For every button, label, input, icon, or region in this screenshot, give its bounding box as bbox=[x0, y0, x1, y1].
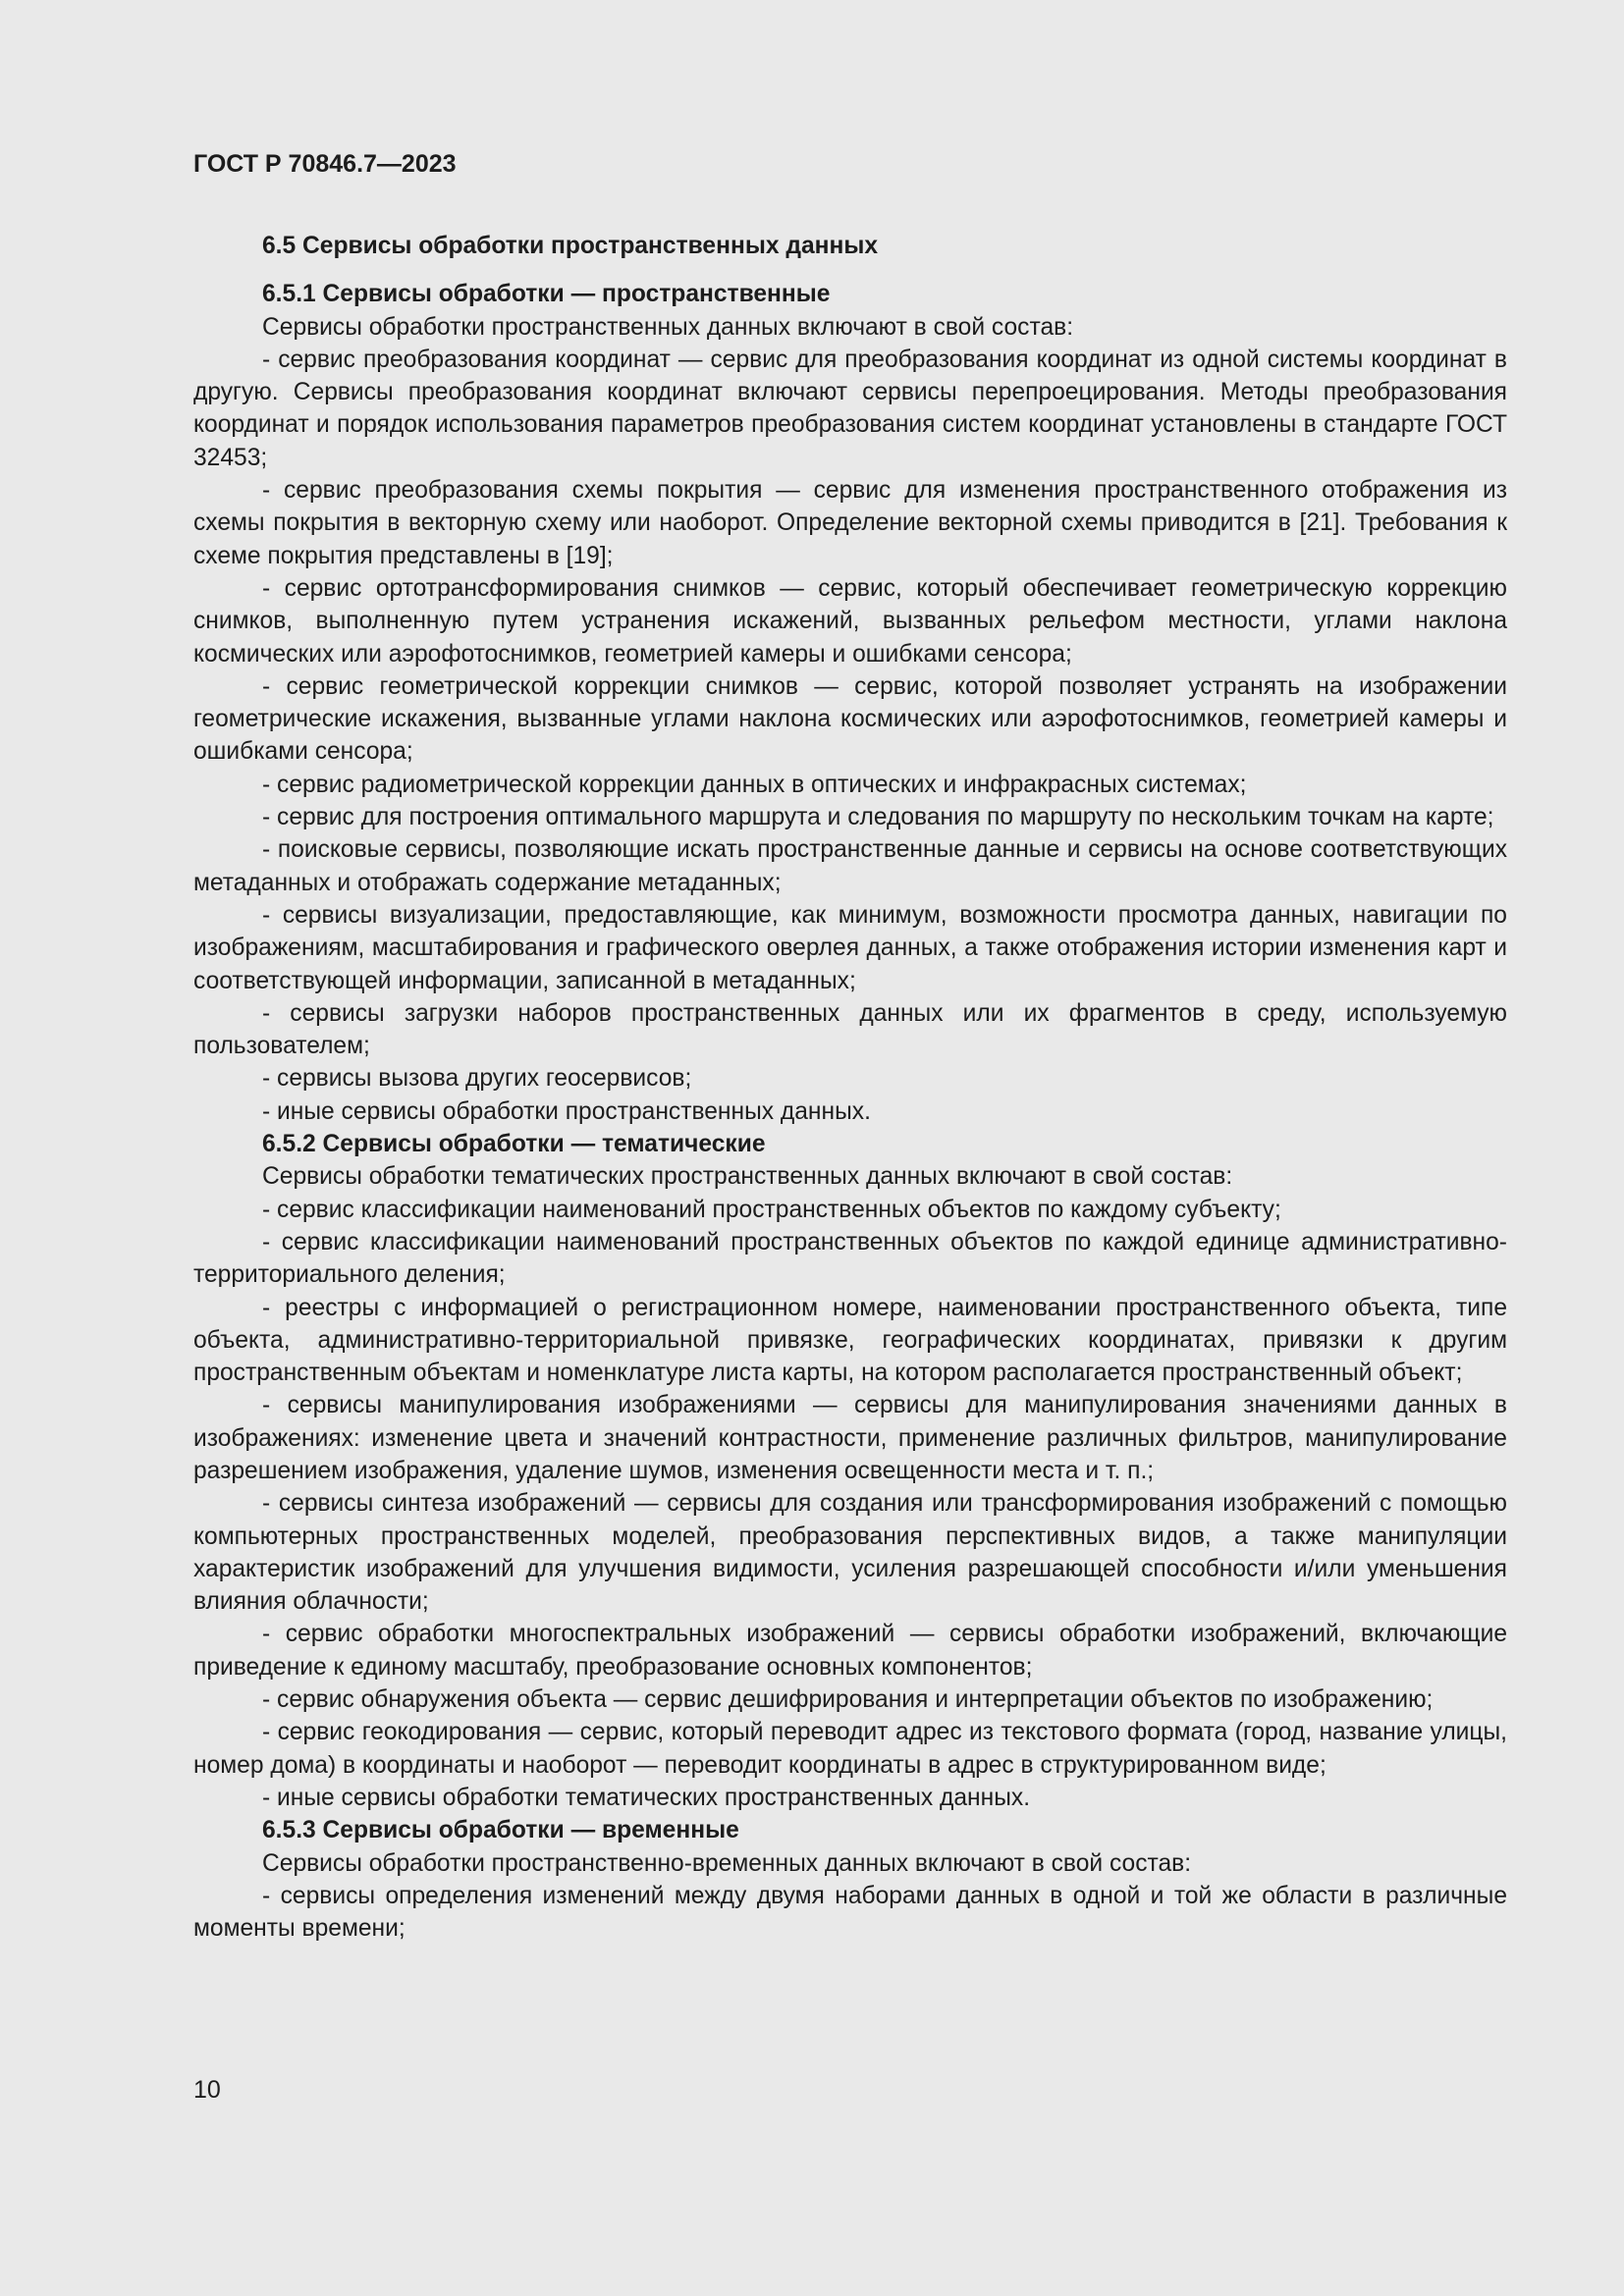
paragraph: - сервисы определения изменений между двумя наборами данных в одной и той же области в различные моменты времени; bbox=[193, 1882, 1507, 1943]
paragraph: - сервис обнаружения объекта — сервис дешифрирования и интерпретации объектов по изображению; bbox=[262, 1686, 1434, 1714]
document-header: ГОСТ Р 70846.7—2023 bbox=[193, 150, 457, 178]
paragraph: - сервисы синтеза изображений — сервисы для создания или трансформирования изображений с помощью компьютерных пространственных моделей, преобразования перспективных видов, а также манипуляции характеристик изображений для улучшения видимости, усиления разрешающей способности и/или уменьшения влияния облачности; bbox=[193, 1490, 1507, 1616]
paragraph: - сервисы манипулирования изображениями — сервисы для манипулирования значениями данных в изображениях: изменение цвета и значений контрастности, применение различных фильтров, манипулирование разрешением изображения, удаление шумов, изменения освещенности места и т. п.; bbox=[193, 1392, 1507, 1484]
paragraph: - сервис преобразования схемы покрытия — сервис для изменения пространственного отображения из схемы покрытия в векторную схему или наоборот. Определение векторной схемы приводится в [21]. Требования к схеме покрытия представлены в [19]; bbox=[193, 477, 1507, 569]
document-page bbox=[193, 147, 1507, 1945]
section-heading: 6.5.1 Сервисы обработки — пространственные bbox=[262, 281, 831, 308]
paragraph: - иные сервисы обработки тематических пространственных данных. bbox=[262, 1784, 1031, 1811]
paragraph: - сервис классификации наименований пространственных объектов по каждой единице административно-территориального деления; bbox=[193, 1228, 1507, 1289]
page-number: 10 bbox=[193, 2076, 221, 2104]
paragraph: Сервисы обработки пространственно-временных данных включают в свой состав: bbox=[262, 1849, 1192, 1877]
paragraph: - сервис преобразования координат — сервис для преобразования координат из одной системы координат в другую. Сервисы преобразования координат включают сервисы перепроецирования. Методы преобразования координат и порядок использования параметров преобразования систем координат установлены в стандарте ГОСТ 32453; bbox=[193, 346, 1507, 471]
paragraph: - сервис для построения оптимального маршрута и следования по маршруту по нескольким точкам на карте; bbox=[262, 804, 1494, 831]
paragraph: - сервис радиометрической коррекции данных в оптических и инфракрасных системах; bbox=[262, 771, 1247, 798]
section-heading: 6.5.2 Сервисы обработки — тематические bbox=[262, 1131, 766, 1158]
paragraph: - сервис классификации наименований пространственных объектов по каждому субъекту; bbox=[262, 1196, 1281, 1223]
section-heading: 6.5.3 Сервисы обработки — временные bbox=[262, 1817, 739, 1844]
paragraph: - реестры с информацией о регистрационном номере, наименовании пространственного объекта, типе объекта, административно-территориальной привязке, географических координатах, привязки к другим пространственным объектам и номенклатуре листа карты, на котором располагается пространственный объект; bbox=[193, 1294, 1507, 1387]
paragraph: Сервисы обработки тематических пространственных данных включают в свой состав: bbox=[262, 1163, 1233, 1191]
paragraph: - иные сервисы обработки пространственных данных. bbox=[262, 1097, 871, 1125]
document-body bbox=[193, 230, 1507, 1945]
paragraph: - сервис обработки многоспектральных изображений — сервисы обработки изображений, включающие приведение к единому масштабу, преобразование основных компонентов; bbox=[193, 1621, 1507, 1681]
paragraph: - сервисы визуализации, предоставляющие, как минимум, возможности просмотра данных, навигации по изображениям, масштабирования и графического оверлея данных, а также отображения истории изменения карт и соответствующей информации, записанной в метаданных; bbox=[193, 901, 1507, 994]
paragraph: - сервис ортотрансформирования снимков — сервис, который обеспечивает геометрическую коррекцию снимков, выполненную путем устранения искажений, вызванных рельефом местности, углами наклона космических или аэрофотоснимков, геометрией камеры и ошибками сенсора; bbox=[193, 574, 1507, 667]
paragraph: - сервисы загрузки наборов пространственных данных или их фрагментов в среду, используемую пользователем; bbox=[193, 999, 1507, 1060]
paragraph: - сервисы вызова других геосервисов; bbox=[262, 1065, 692, 1093]
paragraph: - поисковые сервисы, позволяющие искать пространственные данные и сервисы на основе соответствующих метаданных и отображать содержание метаданных; bbox=[193, 836, 1507, 896]
paragraph: Сервисы обработки пространственных данных включают в свой состав: bbox=[262, 313, 1074, 341]
paragraph: - сервис геометрической коррекции снимков — сервис, которой позволяет устранять на изображении геометрические искажения, вызванные углами наклона космических или аэрофотоснимков, геометрией камеры и ошибками сенсора; bbox=[193, 672, 1507, 766]
section-heading: 6.5 Сервисы обработки пространственных данных bbox=[262, 233, 879, 259]
paragraph: - сервис геокодирования — сервис, который переводит адрес из текстового формата (город, название улицы, номер дома) в координаты и наоборот — переводит координаты в адрес в структурированном виде; bbox=[193, 1719, 1507, 1779]
